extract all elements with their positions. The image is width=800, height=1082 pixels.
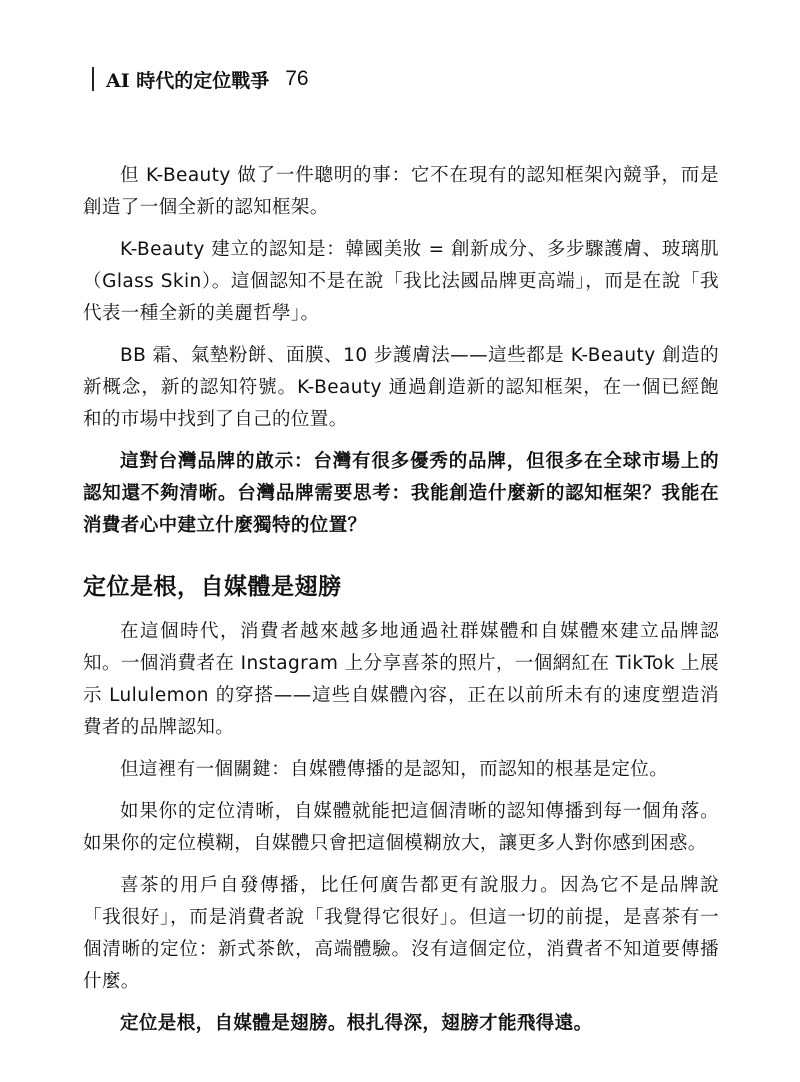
bold-paragraph: 這對台灣品牌的啟示：台灣有很多優秀的品牌，但很多在全球市場上的認知還不夠清晰。台灣品牌需要思考：我能創造什麼新的認知框架？我能在消費者心中建立什麼獨特的位置？ bbox=[83, 451, 719, 536]
paragraph: 但這裡有一個關鍵：自媒體傳播的是認知，而認知的根基是定位。 bbox=[120, 759, 669, 780]
paragraph: BB 霜、氣墊粉餅、面膜、10 步護膚法——這些都是 K-Beauty 創造的新概念，新的認知符號。K-Beauty 通過創造新的認知框架，在一個已經飽和的市場中找到了自己的位置。 bbox=[83, 345, 719, 430]
paragraph: 如果你的定位清晰，自媒體就能把這個清晰的認知傳播到每一個角落。如果你的定位模糊，自媒體只會把這個模糊放大，讓更多人對你感到困惑。 bbox=[83, 801, 719, 854]
paragraph: 但 K-Beauty 做了一件聰明的事：它不在現有的認知框架內競爭，而是創造了一個全新的認知框架。 bbox=[83, 165, 719, 218]
section-heading: 定位是根，自媒體是翅膀 bbox=[83, 574, 342, 600]
page-number: 76 bbox=[285, 67, 309, 90]
bold-paragraph: 定位是根，自媒體是翅膀。根扎得深，翅膀才能飛得遠。 bbox=[120, 1013, 593, 1034]
paragraph: 喜茶的用戶自發傳播，比任何廣告都更有說服力。因為它不是品牌說「我很好」，而是消費者說「我覺得它很好」。但這一切的前提，是喜茶有一個清晰的定位：新式茶飲，高端體驗。沒有這個定位，消費者不知道要傳播什麼。 bbox=[83, 875, 719, 992]
page-body bbox=[83, 160, 719, 1050]
book-title: AI 時代的定位戰爭 bbox=[106, 69, 270, 92]
paragraph: 在這個時代，消費者越來越多地通過社群媒體和自媒體來建立品牌認知。一個消費者在 Instagram 上分享喜茶的照片，一個網紅在 TikTok 上展示 Lululemon 的穿搭——這些自媒體內容，正在以前所未有的速度塑造消費者的品牌認知。 bbox=[83, 621, 719, 738]
header-divider bbox=[92, 67, 94, 91]
paragraph: K-Beauty 建立的認知是：韓國美妝 = 創新成分、多步驟護膚、玻璃肌（Glass Skin）。這個認知不是在說「我比法國品牌更高端」，而是在說「我代表一種全新的美麗哲學」。 bbox=[83, 239, 719, 324]
running-header bbox=[92, 66, 309, 92]
